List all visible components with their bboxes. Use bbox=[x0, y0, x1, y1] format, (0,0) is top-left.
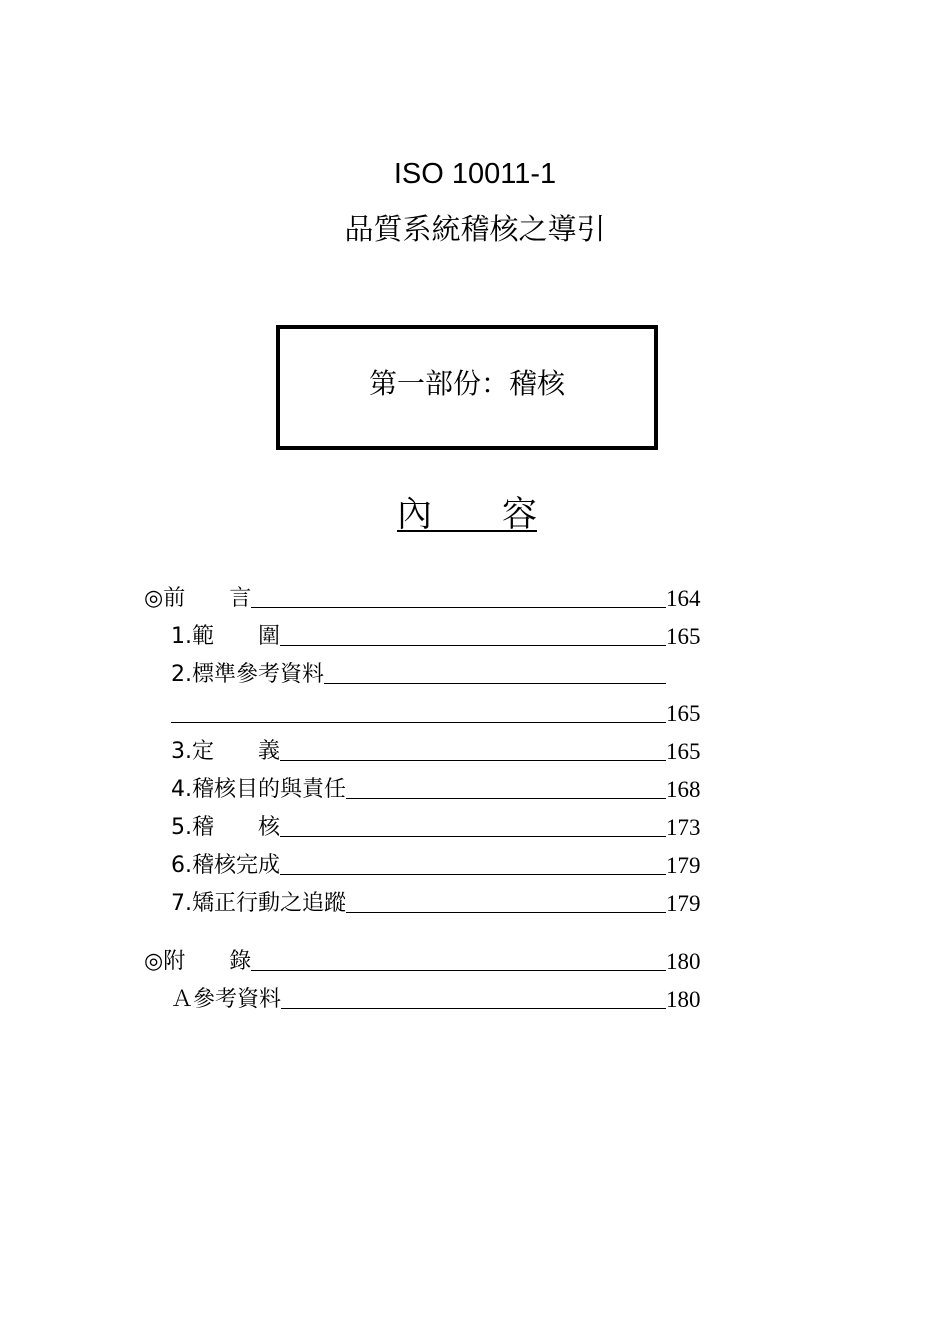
toc-entry-scope bbox=[171, 623, 706, 651]
toc-entry-label: 3.定 義 bbox=[171, 739, 280, 764]
toc-page-number: 179 bbox=[666, 853, 701, 878]
toc-leader-line bbox=[280, 645, 666, 646]
toc-page-number: 165 bbox=[666, 624, 701, 649]
toc-leader-line bbox=[281, 1008, 666, 1009]
toc-entry-corrective-action bbox=[171, 890, 706, 918]
toc-entry-label: ◎附 錄 bbox=[144, 949, 252, 974]
toc-entry-label: ◎前 言 bbox=[144, 586, 252, 611]
toc-entry-label: Ａ參考資料 bbox=[171, 987, 282, 1012]
document-code: ISO 10011-1 bbox=[393, 158, 557, 190]
toc-entry-label: 7.矯正行動之追蹤 bbox=[171, 891, 346, 916]
toc-leader-line bbox=[251, 970, 666, 971]
toc-leader-line bbox=[280, 836, 666, 837]
toc-page-number: 165 bbox=[666, 739, 701, 764]
toc-leader-line bbox=[171, 722, 666, 723]
toc-page-number: 173 bbox=[666, 815, 701, 840]
toc-entry-auditing bbox=[171, 814, 706, 842]
toc-entry-label: 4.稽核目的與責任 bbox=[171, 777, 346, 802]
toc-leader-line bbox=[346, 912, 666, 913]
toc-page-number: 179 bbox=[666, 891, 701, 916]
toc-entry-preface bbox=[144, 585, 706, 613]
toc-page-number: 180 bbox=[666, 987, 701, 1012]
toc-entry-audit-completion bbox=[171, 852, 706, 880]
part-label: 第一部份：稽核 bbox=[368, 367, 565, 400]
toc-entry-annex-a-references bbox=[171, 986, 706, 1014]
toc-entry-label: 6.稽核完成 bbox=[171, 853, 280, 878]
toc-entry-annex bbox=[144, 948, 706, 976]
toc-entry-label: 5.稽 核 bbox=[171, 815, 280, 840]
toc-page-number: 180 bbox=[666, 949, 701, 974]
toc-entry-label: 2.標準參考資料 bbox=[171, 662, 324, 687]
document-title: 品質系統稽核之導引 bbox=[344, 214, 606, 246]
toc-entry-normative-references-continued bbox=[171, 700, 706, 728]
toc-leader-line bbox=[280, 874, 666, 875]
toc-page-number: 165 bbox=[666, 701, 701, 726]
toc-leader-line bbox=[324, 683, 666, 684]
toc-entry-audit-objectives bbox=[171, 776, 706, 804]
toc-leader-line bbox=[251, 607, 666, 608]
toc-entry-label: 1.範 圍 bbox=[171, 624, 280, 649]
toc-leader-line bbox=[280, 760, 666, 761]
toc-page-number: 168 bbox=[666, 777, 701, 802]
toc-entry-normative-references bbox=[171, 661, 706, 689]
toc-entry-definitions bbox=[171, 738, 706, 766]
toc-leader-line bbox=[346, 798, 666, 799]
contents-heading: 內 容 bbox=[397, 495, 538, 535]
toc-page-number: 164 bbox=[666, 586, 701, 611]
